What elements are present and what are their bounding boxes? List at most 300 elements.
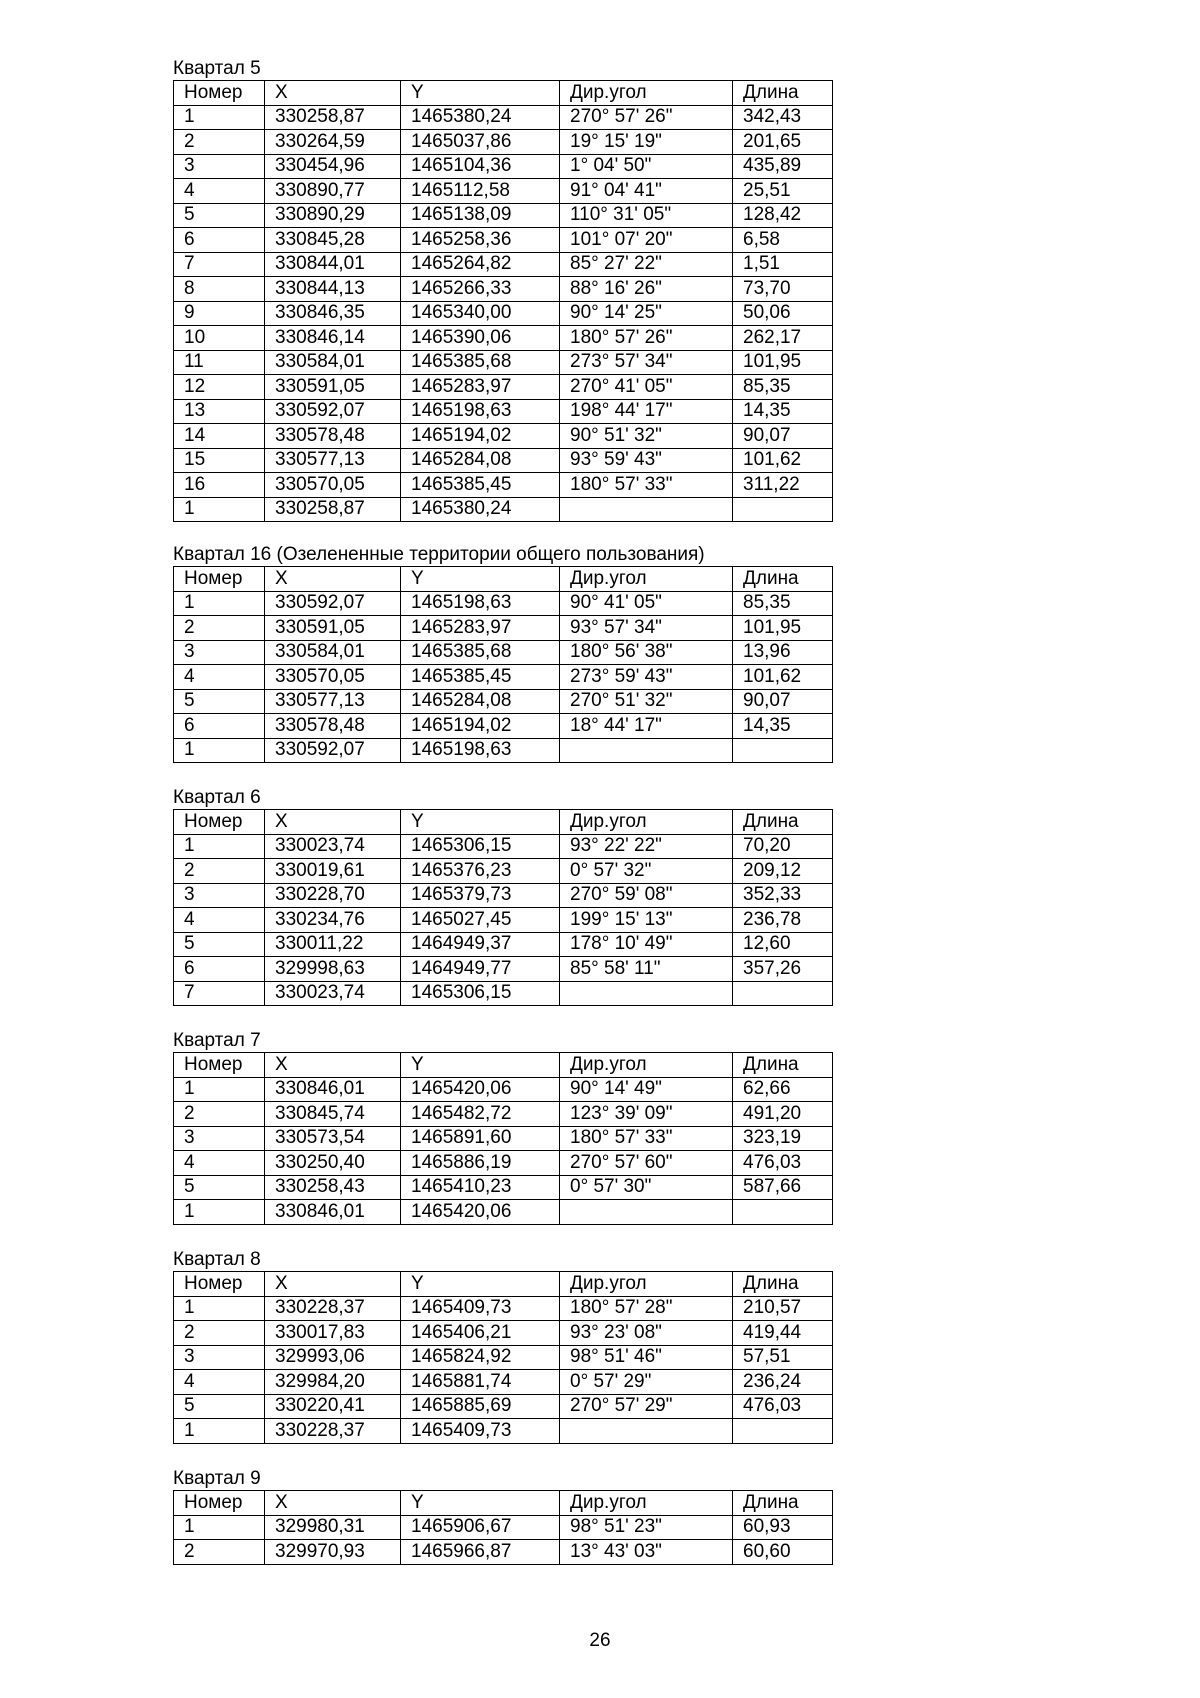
cell-x: 330592,07	[265, 738, 401, 763]
cell-angle: 273° 57' 34"	[560, 350, 733, 375]
cell-length: 210,57	[733, 1296, 833, 1321]
column-header-length: Длина	[733, 1272, 833, 1297]
cell-length: 1,51	[733, 252, 833, 277]
cell-angle: 90° 51' 32"	[560, 424, 733, 449]
column-header-y: Y	[401, 1491, 560, 1516]
cell-num: 10	[174, 326, 265, 351]
cell-length: 57,51	[733, 1345, 833, 1370]
cell-y: 1465885,69	[401, 1394, 560, 1419]
cell-length: 13,96	[733, 640, 833, 665]
cell-x: 330584,01	[265, 350, 401, 375]
cell-y: 1464949,37	[401, 932, 560, 957]
cell-num: 1	[174, 497, 265, 522]
cell-y: 1465966,87	[401, 1540, 560, 1565]
cell-length: 236,78	[733, 908, 833, 933]
table-row	[174, 591, 833, 616]
cell-x: 330591,05	[265, 616, 401, 641]
cell-x: 330258,87	[265, 497, 401, 522]
cell-num: 1	[174, 1200, 265, 1225]
cell-x: 329984,20	[265, 1370, 401, 1395]
cell-x: 330234,76	[265, 908, 401, 933]
cell-angle: 90° 41' 05"	[560, 591, 733, 616]
cell-num: 1	[174, 1419, 265, 1444]
cell-length: 60,60	[733, 1540, 833, 1565]
cell-angle: 0° 57' 32"	[560, 859, 733, 884]
cell-y: 1465284,08	[401, 689, 560, 714]
cell-x: 330592,07	[265, 591, 401, 616]
table-row	[174, 1345, 833, 1370]
column-header-num: Номер	[174, 810, 265, 835]
cell-x: 329993,06	[265, 1345, 401, 1370]
column-header-num: Номер	[174, 1491, 265, 1516]
table-row	[174, 473, 833, 498]
cell-angle: 270° 41' 05"	[560, 375, 733, 400]
cell-angle: 180° 57' 33"	[560, 1126, 733, 1151]
cell-angle: 198° 44' 17"	[560, 399, 733, 424]
cell-y: 1464949,77	[401, 957, 560, 982]
cell-x: 330264,59	[265, 130, 401, 155]
cell-angle: 123° 39' 09"	[560, 1102, 733, 1127]
cell-y: 1465385,68	[401, 640, 560, 665]
cell-angle: 180° 57' 26"	[560, 326, 733, 351]
cell-angle	[560, 497, 733, 522]
cell-angle: 199° 15' 13"	[560, 908, 733, 933]
cell-y: 1465881,74	[401, 1370, 560, 1395]
cell-length: 587,66	[733, 1175, 833, 1200]
cell-angle: 18° 44' 17"	[560, 714, 733, 739]
table-row	[174, 1515, 833, 1540]
cell-angle	[560, 1200, 733, 1225]
column-header-length: Длина	[733, 81, 833, 106]
cell-num: 8	[174, 277, 265, 302]
cell-x: 330228,37	[265, 1419, 401, 1444]
cell-x: 330577,13	[265, 689, 401, 714]
cell-angle: 178° 10' 49"	[560, 932, 733, 957]
cell-length: 101,95	[733, 350, 833, 375]
table-header-row	[174, 1491, 833, 1516]
cell-num: 11	[174, 350, 265, 375]
cell-x: 330573,54	[265, 1126, 401, 1151]
cell-y: 1465194,02	[401, 714, 560, 739]
cell-length: 90,07	[733, 689, 833, 714]
cell-num: 6	[174, 714, 265, 739]
table-row	[174, 1175, 833, 1200]
cell-angle: 85° 58' 11"	[560, 957, 733, 982]
cell-y: 1465306,15	[401, 981, 560, 1006]
column-header-x: X	[265, 810, 401, 835]
cell-y: 1465266,33	[401, 277, 560, 302]
column-header-angle: Дир.угол	[560, 567, 733, 592]
table-row	[174, 130, 833, 155]
cell-angle: 19° 15' 19"	[560, 130, 733, 155]
table-header-row	[174, 81, 833, 106]
table-row	[174, 665, 833, 690]
table-row	[174, 738, 833, 763]
table-row	[174, 640, 833, 665]
cell-length	[733, 497, 833, 522]
column-header-length: Длина	[733, 1491, 833, 1516]
cell-length: 476,03	[733, 1151, 833, 1176]
quarter-block	[173, 544, 833, 763]
quarter-title: Квартал 7	[173, 1030, 261, 1051]
cell-x: 330844,13	[265, 277, 401, 302]
cell-num: 3	[174, 154, 265, 179]
column-header-num: Номер	[174, 81, 265, 106]
cell-angle: 90° 14' 49"	[560, 1077, 733, 1102]
cell-angle	[560, 1419, 733, 1444]
cell-angle: 270° 59' 08"	[560, 883, 733, 908]
cell-angle	[560, 981, 733, 1006]
cell-x: 330577,13	[265, 448, 401, 473]
cell-y: 1465198,63	[401, 399, 560, 424]
cell-length: 491,20	[733, 1102, 833, 1127]
cell-y: 1465406,21	[401, 1321, 560, 1346]
cell-num: 7	[174, 252, 265, 277]
cell-x: 330846,35	[265, 301, 401, 326]
table-row	[174, 1321, 833, 1346]
column-header-angle: Дир.угол	[560, 810, 733, 835]
cell-num: 2	[174, 1321, 265, 1346]
cell-x: 329980,31	[265, 1515, 401, 1540]
column-header-angle: Дир.угол	[560, 1491, 733, 1516]
table-row	[174, 1077, 833, 1102]
table-header-row	[174, 1272, 833, 1297]
cell-length: 25,51	[733, 179, 833, 204]
table-row	[174, 154, 833, 179]
cell-length: 236,24	[733, 1370, 833, 1395]
cell-x: 330570,05	[265, 665, 401, 690]
table-row	[174, 448, 833, 473]
table-header-row	[174, 810, 833, 835]
table-row	[174, 714, 833, 739]
cell-num: 7	[174, 981, 265, 1006]
table-header-row	[174, 1053, 833, 1078]
quarter-block	[173, 1030, 833, 1225]
cell-y: 1465891,60	[401, 1126, 560, 1151]
coordinates-table	[173, 809, 833, 1006]
cell-length: 62,66	[733, 1077, 833, 1102]
cell-angle	[560, 738, 733, 763]
cell-x: 330228,70	[265, 883, 401, 908]
cell-x: 330023,74	[265, 834, 401, 859]
cell-num: 5	[174, 932, 265, 957]
column-header-x: X	[265, 1053, 401, 1078]
cell-length: 128,42	[733, 203, 833, 228]
cell-num: 1	[174, 105, 265, 130]
cell-num: 6	[174, 228, 265, 253]
cell-num: 9	[174, 301, 265, 326]
table-row	[174, 616, 833, 641]
cell-y: 1465306,15	[401, 834, 560, 859]
column-header-y: Y	[401, 81, 560, 106]
column-header-y: Y	[401, 567, 560, 592]
coordinates-table	[173, 1490, 833, 1565]
cell-length: 101,95	[733, 616, 833, 641]
cell-y: 1465198,63	[401, 738, 560, 763]
cell-x: 330258,43	[265, 1175, 401, 1200]
cell-angle: 85° 27' 22"	[560, 252, 733, 277]
column-header-angle: Дир.угол	[560, 1053, 733, 1078]
table-row	[174, 179, 833, 204]
cell-length: 6,58	[733, 228, 833, 253]
cell-num: 13	[174, 399, 265, 424]
cell-y: 1465420,06	[401, 1200, 560, 1225]
cell-angle: 93° 57' 34"	[560, 616, 733, 641]
table-row	[174, 981, 833, 1006]
table-row	[174, 1126, 833, 1151]
column-header-length: Длина	[733, 810, 833, 835]
cell-x: 330017,83	[265, 1321, 401, 1346]
cell-y: 1465385,68	[401, 350, 560, 375]
column-header-length: Длина	[733, 1053, 833, 1078]
cell-num: 3	[174, 1126, 265, 1151]
cell-num: 1	[174, 1296, 265, 1321]
cell-y: 1465138,09	[401, 203, 560, 228]
cell-num: 16	[174, 473, 265, 498]
cell-y: 1465027,45	[401, 908, 560, 933]
cell-num: 15	[174, 448, 265, 473]
cell-angle: 93° 23' 08"	[560, 1321, 733, 1346]
cell-y: 1465409,73	[401, 1296, 560, 1321]
cell-y: 1465906,67	[401, 1515, 560, 1540]
cell-y: 1465482,72	[401, 1102, 560, 1127]
column-header-y: Y	[401, 1053, 560, 1078]
table-row	[174, 1370, 833, 1395]
cell-y: 1465037,86	[401, 130, 560, 155]
cell-angle: 0° 57' 30"	[560, 1175, 733, 1200]
cell-num: 5	[174, 1175, 265, 1200]
cell-angle: 88° 16' 26"	[560, 277, 733, 302]
cell-length: 60,93	[733, 1515, 833, 1540]
cell-x: 330228,37	[265, 1296, 401, 1321]
cell-y: 1465380,24	[401, 497, 560, 522]
cell-y: 1465264,82	[401, 252, 560, 277]
table-row	[174, 1102, 833, 1127]
quarter-block	[173, 58, 833, 522]
cell-y: 1465104,36	[401, 154, 560, 179]
cell-y: 1465340,00	[401, 301, 560, 326]
column-header-x: X	[265, 1491, 401, 1516]
cell-num: 4	[174, 908, 265, 933]
cell-num: 5	[174, 1394, 265, 1419]
cell-length	[733, 981, 833, 1006]
cell-x: 330220,41	[265, 1394, 401, 1419]
cell-y: 1465283,97	[401, 375, 560, 400]
cell-num: 3	[174, 640, 265, 665]
cell-num: 1	[174, 834, 265, 859]
cell-length: 435,89	[733, 154, 833, 179]
cell-x: 330846,01	[265, 1077, 401, 1102]
table-header-row	[174, 567, 833, 592]
cell-angle: 180° 56' 38"	[560, 640, 733, 665]
page-number: 26	[589, 1630, 611, 1651]
cell-x: 330250,40	[265, 1151, 401, 1176]
cell-num: 1	[174, 738, 265, 763]
column-header-y: Y	[401, 810, 560, 835]
table-row	[174, 497, 833, 522]
cell-length: 342,43	[733, 105, 833, 130]
cell-angle: 90° 14' 25"	[560, 301, 733, 326]
cell-length: 70,20	[733, 834, 833, 859]
column-header-num: Номер	[174, 567, 265, 592]
cell-angle: 93° 59' 43"	[560, 448, 733, 473]
cell-num: 12	[174, 375, 265, 400]
table-row	[174, 326, 833, 351]
table-row	[174, 350, 833, 375]
cell-length: 73,70	[733, 277, 833, 302]
cell-length: 311,22	[733, 473, 833, 498]
cell-angle: 110° 31' 05"	[560, 203, 733, 228]
cell-x: 330844,01	[265, 252, 401, 277]
cell-x: 329998,63	[265, 957, 401, 982]
cell-num: 2	[174, 859, 265, 884]
cell-y: 1465886,19	[401, 1151, 560, 1176]
cell-angle: 270° 57' 26"	[560, 105, 733, 130]
cell-num: 4	[174, 665, 265, 690]
cell-num: 5	[174, 689, 265, 714]
quarter-block	[173, 787, 833, 1006]
table-row	[174, 883, 833, 908]
cell-length: 357,26	[733, 957, 833, 982]
table-row	[174, 105, 833, 130]
quarter-block	[173, 1249, 833, 1444]
coordinates-table	[173, 80, 833, 522]
cell-angle: 93° 22' 22"	[560, 834, 733, 859]
cell-x: 330578,48	[265, 714, 401, 739]
cell-length: 101,62	[733, 448, 833, 473]
quarter-title: Квартал 16 (Озелененные территории общего пользования)	[173, 544, 705, 565]
table-row	[174, 1296, 833, 1321]
cell-length: 101,62	[733, 665, 833, 690]
table-row	[174, 859, 833, 884]
cell-x: 330584,01	[265, 640, 401, 665]
cell-x: 330845,74	[265, 1102, 401, 1127]
cell-length: 85,35	[733, 375, 833, 400]
cell-x: 330890,29	[265, 203, 401, 228]
cell-num: 2	[174, 1102, 265, 1127]
cell-y: 1465198,63	[401, 591, 560, 616]
cell-length: 323,19	[733, 1126, 833, 1151]
table-row	[174, 424, 833, 449]
cell-num: 4	[174, 1370, 265, 1395]
cell-angle: 270° 57' 60"	[560, 1151, 733, 1176]
cell-angle: 101° 07' 20"	[560, 228, 733, 253]
table-row	[174, 1419, 833, 1444]
cell-y: 1465824,92	[401, 1345, 560, 1370]
table-row	[174, 252, 833, 277]
table-row	[174, 834, 833, 859]
cell-x: 329970,93	[265, 1540, 401, 1565]
cell-y: 1465390,06	[401, 326, 560, 351]
cell-num: 2	[174, 130, 265, 155]
cell-angle: 180° 57' 28"	[560, 1296, 733, 1321]
cell-length	[733, 738, 833, 763]
cell-num: 2	[174, 616, 265, 641]
cell-y: 1465420,06	[401, 1077, 560, 1102]
cell-length: 476,03	[733, 1394, 833, 1419]
cell-num: 3	[174, 1345, 265, 1370]
column-header-angle: Дир.угол	[560, 81, 733, 106]
table-row	[174, 1540, 833, 1565]
cell-length	[733, 1200, 833, 1225]
cell-num: 4	[174, 179, 265, 204]
column-header-x: X	[265, 81, 401, 106]
cell-num: 2	[174, 1540, 265, 1565]
table-row	[174, 1394, 833, 1419]
table-row	[174, 689, 833, 714]
cell-x: 330578,48	[265, 424, 401, 449]
table-row	[174, 203, 833, 228]
column-header-x: X	[265, 1272, 401, 1297]
table-row	[174, 957, 833, 982]
table-row	[174, 399, 833, 424]
table-row	[174, 228, 833, 253]
table-row	[174, 932, 833, 957]
column-header-y: Y	[401, 1272, 560, 1297]
cell-x: 330845,28	[265, 228, 401, 253]
cell-length: 14,35	[733, 714, 833, 739]
cell-length: 90,07	[733, 424, 833, 449]
cell-angle: 180° 57' 33"	[560, 473, 733, 498]
cell-y: 1465379,73	[401, 883, 560, 908]
cell-length: 419,44	[733, 1321, 833, 1346]
cell-y: 1465194,02	[401, 424, 560, 449]
cell-angle: 91° 04' 41"	[560, 179, 733, 204]
cell-angle: 1° 04' 50"	[560, 154, 733, 179]
cell-length: 50,06	[733, 301, 833, 326]
cell-y: 1465112,58	[401, 179, 560, 204]
cell-num: 1	[174, 591, 265, 616]
cell-x: 330591,05	[265, 375, 401, 400]
cell-num: 1	[174, 1077, 265, 1102]
table-row	[174, 375, 833, 400]
cell-angle: 270° 51' 32"	[560, 689, 733, 714]
cell-y: 1465380,24	[401, 105, 560, 130]
cell-num: 1	[174, 1515, 265, 1540]
table-row	[174, 1200, 833, 1225]
cell-x: 330846,01	[265, 1200, 401, 1225]
cell-x: 330454,96	[265, 154, 401, 179]
cell-num: 5	[174, 203, 265, 228]
cell-y: 1465410,23	[401, 1175, 560, 1200]
cell-x: 330592,07	[265, 399, 401, 424]
quarter-title: Квартал 6	[173, 787, 261, 808]
cell-length	[733, 1419, 833, 1444]
quarter-block	[173, 1468, 833, 1565]
cell-y: 1465376,23	[401, 859, 560, 884]
table-row	[174, 301, 833, 326]
cell-y: 1465258,36	[401, 228, 560, 253]
cell-x: 330011,22	[265, 932, 401, 957]
cell-y: 1465284,08	[401, 448, 560, 473]
column-header-angle: Дир.угол	[560, 1272, 733, 1297]
column-header-num: Номер	[174, 1272, 265, 1297]
cell-length: 12,60	[733, 932, 833, 957]
cell-num: 14	[174, 424, 265, 449]
quarter-title: Квартал 8	[173, 1249, 261, 1270]
cell-num: 3	[174, 883, 265, 908]
cell-x: 330258,87	[265, 105, 401, 130]
table-row	[174, 277, 833, 302]
cell-angle: 13° 43' 03"	[560, 1540, 733, 1565]
cell-num: 4	[174, 1151, 265, 1176]
cell-x: 330019,61	[265, 859, 401, 884]
quarter-title: Квартал 9	[173, 1468, 261, 1489]
column-header-x: X	[265, 567, 401, 592]
cell-angle: 98° 51' 46"	[560, 1345, 733, 1370]
cell-length: 262,17	[733, 326, 833, 351]
table-row	[174, 908, 833, 933]
